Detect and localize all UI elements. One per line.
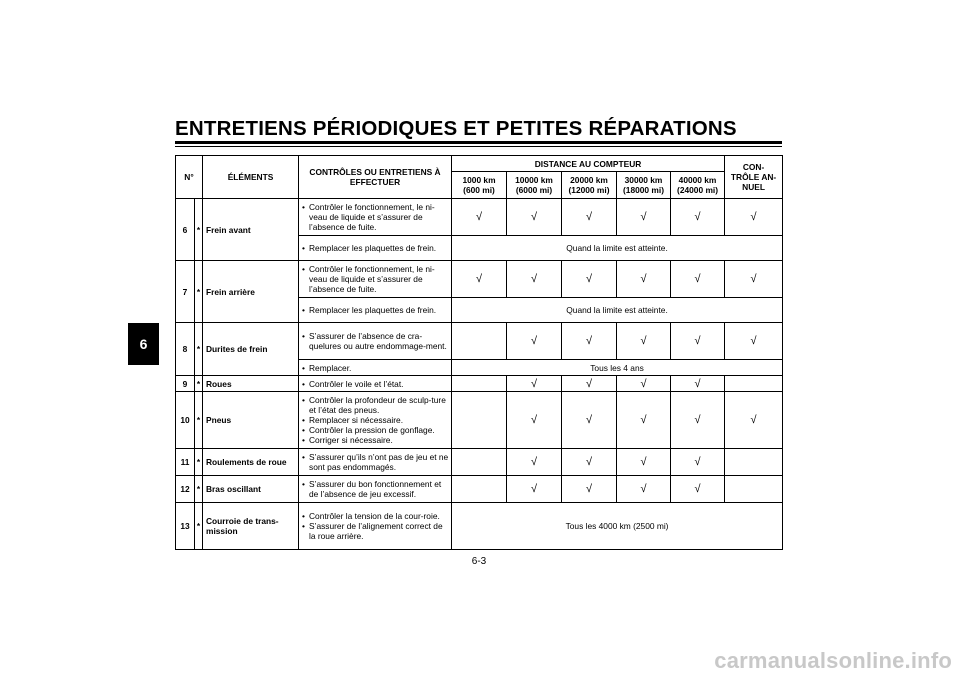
row-asterisk: *	[195, 449, 203, 476]
empty-cell	[725, 476, 783, 503]
row-control	[299, 449, 452, 476]
control-item: • S’assurer qu’ils n’ont pas de jeu et ne sont pas endommagés.	[301, 452, 449, 472]
row-number: 12	[176, 476, 195, 503]
check-cell: √	[562, 376, 617, 392]
check-cell: √	[671, 323, 725, 360]
check-cell: √	[617, 261, 671, 298]
check-cell: √	[562, 323, 617, 360]
check-cell: √	[452, 261, 507, 298]
page-title: ENTRETIENS PÉRIODIQUES ET PETITES RÉPARATIONS	[175, 117, 737, 140]
check-cell: √	[507, 476, 562, 503]
row-element: Roues	[203, 376, 299, 392]
row-control	[299, 323, 452, 360]
empty-cell	[725, 376, 783, 392]
empty-cell	[452, 476, 507, 503]
empty-cell	[452, 376, 507, 392]
row-control	[299, 199, 452, 236]
check-cell: √	[617, 376, 671, 392]
title-rule-thick	[175, 141, 782, 144]
empty-cell	[725, 449, 783, 476]
interval-text: Quand la limite est atteinte.	[452, 298, 783, 323]
check-cell: √	[562, 199, 617, 236]
empty-cell	[452, 449, 507, 476]
row-control	[299, 298, 452, 323]
header-elements: ÉLÉMENTS	[203, 156, 299, 199]
check-cell: √	[725, 392, 783, 449]
check-cell: √	[671, 199, 725, 236]
row-number: 8	[176, 323, 195, 376]
row-control	[299, 503, 452, 550]
control-item: • Remplacer les plaquettes de frein.	[301, 305, 449, 315]
row-element: Durites de frein	[203, 323, 299, 376]
row-control	[299, 476, 452, 503]
check-cell: √	[671, 476, 725, 503]
control-item: • Remplacer.	[301, 363, 449, 373]
check-cell: √	[617, 323, 671, 360]
check-cell: √	[507, 376, 562, 392]
check-cell: √	[507, 261, 562, 298]
control-item: • S’assurer du bon fonctionnement et de l’absence de jeu excessif.	[301, 479, 449, 499]
row-element: Frein avant	[203, 199, 299, 261]
row-element: Frein arrière	[203, 261, 299, 323]
row-asterisk: *	[195, 392, 203, 449]
watermark-text: carmanualsonline.info	[714, 648, 952, 673]
check-cell: √	[562, 449, 617, 476]
interval-text: Tous les 4000 km (2500 mi)	[452, 503, 783, 550]
check-cell: √	[725, 261, 783, 298]
header-annual: CON- TRÔLE AN- NUEL	[725, 156, 783, 199]
check-cell: √	[617, 199, 671, 236]
header-distance-2: 10000 km (6000 mi)	[507, 172, 562, 199]
header-distance-1: 1000 km (600 mi)	[452, 172, 507, 199]
row-number: 9	[176, 376, 195, 392]
interval-text: Tous les 4 ans	[452, 360, 783, 376]
check-cell: √	[725, 323, 783, 360]
control-item: • Contrôler le fonctionnement, le ni-veau de liquide et s’assurer de l’absence de fuite.	[301, 264, 449, 294]
page-number: 6-3	[471, 556, 487, 567]
row-number: 10	[176, 392, 195, 449]
maintenance-table	[175, 155, 783, 550]
row-asterisk: *	[195, 261, 203, 323]
row-number: 6	[176, 199, 195, 261]
control-item: • Contrôler la pression de gonflage.	[301, 425, 449, 435]
row-element: Bras oscillant	[203, 476, 299, 503]
row-number: 11	[176, 449, 195, 476]
row-asterisk: *	[195, 376, 203, 392]
row-asterisk: *	[195, 199, 203, 261]
header-distance-4: 30000 km (18000 mi)	[617, 172, 671, 199]
row-asterisk: *	[195, 476, 203, 503]
check-cell: √	[562, 476, 617, 503]
row-control	[299, 360, 452, 376]
row-control	[299, 376, 452, 392]
row-element: Pneus	[203, 392, 299, 449]
row-asterisk: *	[195, 323, 203, 376]
control-item: • Contrôler la tension de la cour-roie.	[301, 511, 449, 521]
control-item: • Remplacer les plaquettes de frein.	[301, 243, 449, 253]
check-cell: √	[671, 261, 725, 298]
control-item: • Remplacer si nécessaire.	[301, 415, 449, 425]
check-cell: √	[617, 392, 671, 449]
row-control	[299, 236, 452, 261]
check-cell: √	[507, 323, 562, 360]
row-asterisk: *	[195, 503, 203, 550]
check-cell: √	[507, 392, 562, 449]
control-item: • Contrôler le fonctionnement, le ni-veau de liquide et s’assurer de l’absence de fuite.	[301, 202, 449, 232]
row-element: Roulements de roue	[203, 449, 299, 476]
check-cell: √	[725, 199, 783, 236]
header-distance-3: 20000 km (12000 mi)	[562, 172, 617, 199]
row-control	[299, 392, 452, 449]
interval-text: Quand la limite est atteinte.	[452, 236, 783, 261]
check-cell: √	[507, 449, 562, 476]
row-element: Courroie de trans-mission	[203, 503, 299, 550]
check-cell: √	[671, 376, 725, 392]
empty-cell	[452, 323, 507, 360]
header-num: N°	[176, 156, 203, 199]
check-cell: √	[452, 199, 507, 236]
row-number: 13	[176, 503, 195, 550]
empty-cell	[452, 392, 507, 449]
header-controls: CONTRÔLES OU ENTRETIENS À EFFECTUER	[299, 156, 452, 199]
check-cell: √	[562, 392, 617, 449]
control-item: • Contrôler la profondeur de sculp-ture et l’état des pneus.	[301, 395, 449, 415]
control-item: • S’assurer de l’absence de cra-quelures ou autre endommage-ment.	[301, 331, 449, 351]
control-item: • Corriger si nécessaire.	[301, 435, 449, 445]
row-number: 7	[176, 261, 195, 323]
check-cell: √	[617, 476, 671, 503]
check-cell: √	[617, 449, 671, 476]
check-cell: √	[671, 392, 725, 449]
control-item: • Contrôler le voile et l’état.	[301, 379, 449, 389]
chapter-tab: 6	[128, 323, 159, 365]
check-cell: √	[671, 449, 725, 476]
header-distance-5: 40000 km (24000 mi)	[671, 172, 725, 199]
control-item: • S’assurer de l’alignement correct de la roue arrière.	[301, 521, 449, 541]
check-cell: √	[562, 261, 617, 298]
header-distance: DISTANCE AU COMPTEUR	[452, 156, 725, 172]
check-cell: √	[507, 199, 562, 236]
row-control	[299, 261, 452, 298]
title-rule-thin	[175, 146, 782, 147]
